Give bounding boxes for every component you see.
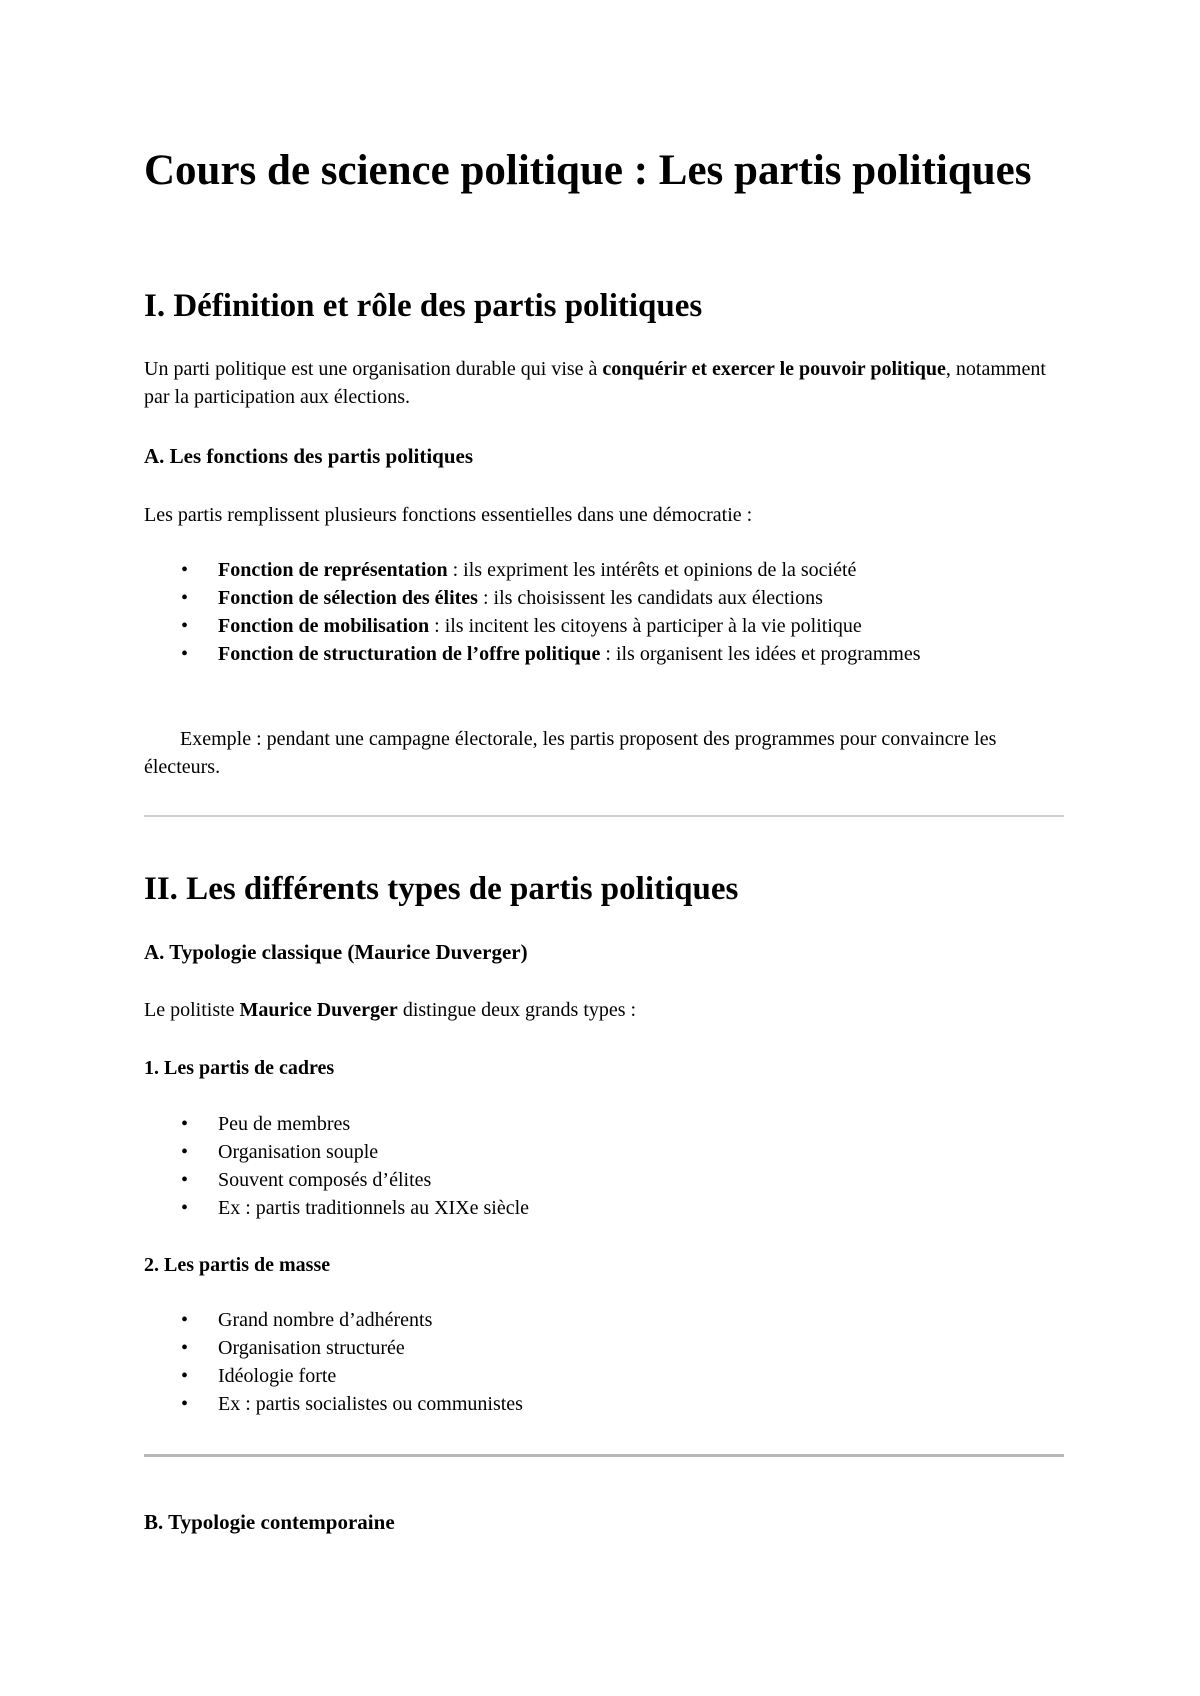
section-2b-heading: B. Typologie contemporaine [144, 1510, 395, 1534]
list-item-text: Organisation souple [218, 1141, 379, 1163]
intro-text-pre: Le politiste [144, 999, 240, 1021]
bullet-icon: • [181, 559, 189, 581]
document-title: Cours de science politique : Les partis politiques [144, 147, 1032, 194]
list-item [144, 1166, 1064, 1194]
section-divider [144, 1454, 1064, 1457]
list-item [144, 1362, 1064, 1390]
example-paragraph: Exemple : pendant une campagne électorale, les partis proposent des programmes pour convaincre les électeurs. [144, 728, 997, 778]
function-name: Fonction de mobilisation [218, 615, 430, 637]
list-item [144, 1334, 1064, 1362]
functions-list [144, 556, 1064, 668]
list-item-text: Organisation structurée [218, 1337, 405, 1359]
function-desc: : ils expriment les intérêts et opinions de la société [447, 559, 857, 581]
list-item-text: Grand nombre d’adhérents [218, 1309, 433, 1331]
list-item [144, 1390, 1064, 1418]
list-item [144, 1194, 1064, 1222]
bullet-icon: • [181, 1113, 189, 1135]
list-item [144, 556, 1064, 584]
function-desc: : ils organisent les idées et programmes [600, 643, 921, 665]
function-desc: : ils incitent les citoyens à participer à la vie politique [429, 615, 862, 637]
section-2-heading: II. Les différents types de partis politiques [144, 871, 739, 907]
bullet-icon: • [181, 615, 189, 637]
section-1a-intro: Les partis remplissent plusieurs fonctions essentielles dans une démocratie : [144, 504, 753, 526]
list-item [144, 640, 1064, 668]
bullet-icon: • [181, 1169, 189, 1191]
intro-text-post: , notamment par la participation aux élections. [144, 358, 1046, 408]
masse-heading: 2. Les partis de masse [144, 1254, 331, 1276]
intro-text-pre: Un parti politique est une organisation durable qui vise à [144, 358, 603, 380]
intro-text-bold: Maurice Duverger [239, 999, 398, 1021]
list-item-text: Ex : partis traditionnels au XIXe siècle [218, 1197, 530, 1219]
list-item [144, 612, 1064, 640]
cadres-list [144, 1110, 1064, 1222]
bullet-icon: • [181, 1365, 189, 1387]
section-1-intro [144, 355, 1064, 411]
bullet-icon: • [181, 643, 189, 665]
intro-text-bold: conquérir et exercer le pouvoir politique [602, 358, 946, 380]
bullet-icon: • [181, 1309, 189, 1331]
list-item-text: Souvent composés d’élites [218, 1169, 432, 1191]
list-item [144, 1110, 1064, 1138]
function-name: Fonction de sélection des élites [218, 587, 478, 609]
intro-text-post: distingue deux grands types : [397, 999, 637, 1021]
list-item [144, 1138, 1064, 1166]
list-item-text: Peu de membres [218, 1113, 351, 1135]
bullet-icon: • [181, 1337, 189, 1359]
function-desc: : ils choisissent les candidats aux élections [477, 587, 823, 609]
section-1a-heading: A. Les fonctions des partis politiques [144, 444, 474, 468]
list-item [144, 584, 1064, 612]
masse-list [144, 1306, 1064, 1418]
bullet-icon: • [181, 1141, 189, 1163]
list-item-text: Ex : partis socialistes ou communistes [218, 1393, 523, 1415]
bullet-icon: • [181, 1393, 189, 1415]
function-name: Fonction de représentation [218, 559, 448, 581]
cadres-heading: 1. Les partis de cadres [144, 1057, 335, 1079]
section-1-heading: I. Définition et rôle des partis politiques [144, 288, 703, 324]
section-divider [144, 815, 1064, 817]
section-2a-heading: A. Typologie classique (Maurice Duverger) [144, 940, 528, 964]
bullet-icon: • [181, 1197, 189, 1219]
bullet-icon: • [181, 587, 189, 609]
list-item [144, 1306, 1064, 1334]
function-name: Fonction de structuration de l’offre politique [218, 643, 601, 665]
list-item-text: Idéologie forte [218, 1365, 337, 1387]
section-2a-intro [144, 996, 1064, 1024]
